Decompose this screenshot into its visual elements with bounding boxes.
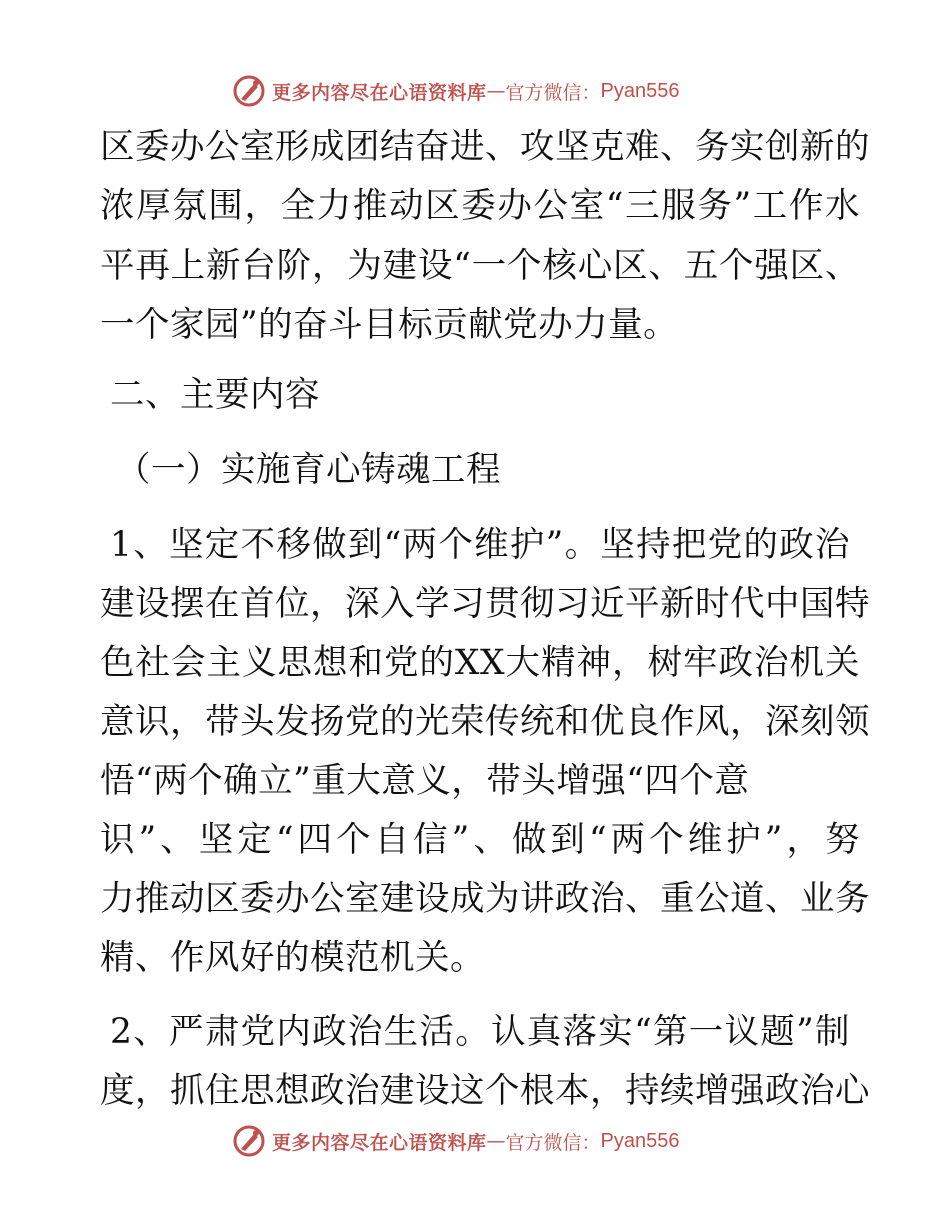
body-line: 平再上新台阶，为建设“一个核心区、五个强区、 <box>100 246 860 286</box>
item1-line: 力推动区委办公室建设成为讲政治、重公道、业务 <box>100 879 870 919</box>
item1-line: 1、坚定不移做到“两个维护”。坚持把党的政治 <box>110 525 850 565</box>
pen-logo-icon <box>232 74 266 108</box>
item1-line: 建设摆在首位，深入学习贯彻习近平新时代中国特 <box>100 584 870 624</box>
footer-watermark <box>232 1121 680 1161</box>
watermark-wechat-id: Pyan556 <box>600 1129 680 1152</box>
section-heading: 二、主要内容 <box>110 375 320 415</box>
item2-line: 度，抓住思想政治建设这个根本，持续增强政治心 <box>100 1071 870 1111</box>
body-line: 浓厚氛围，全力推动区委办公室“三服务”工作水 <box>100 186 860 226</box>
watermark-separator: — <box>486 1130 506 1152</box>
watermark-label: 官方微信： <box>505 81 601 104</box>
pen-logo-icon <box>232 1124 266 1158</box>
watermark-wechat-id: Pyan556 <box>600 79 680 102</box>
subsection-heading: （一）实施育心铸魂工程 <box>116 450 501 490</box>
item1-line: 识”、坚定“四个自信”、做到“两个维护”，努 <box>100 820 860 860</box>
item1-line: 色社会主义思想和党的XX大精神，树牢政治机关 <box>100 643 860 683</box>
item2-line: 2、严肃党内政治生活。认真落实“第一议题”制 <box>110 1012 850 1052</box>
body-line: 区委办公室形成团结奋进、攻坚克难、务实创新的 <box>100 127 870 167</box>
item1-line: 意识，带头发扬党的光荣传统和优良作风，深刻领 <box>100 702 870 742</box>
item1-line: 悟“两个确立”重大意义，带头增强“四个意 <box>100 761 750 801</box>
header-watermark <box>232 71 680 111</box>
watermark-brand-text: 更多内容尽在心语资料库 <box>272 81 487 104</box>
body-line: 一个家园”的奋斗目标贡献党办力量。 <box>100 305 679 345</box>
watermark-separator: — <box>486 80 506 102</box>
item1-line: 精、作风好的模范机关。 <box>100 938 485 978</box>
watermark-label: 官方微信： <box>505 1131 601 1154</box>
watermark-brand-text: 更多内容尽在心语资料库 <box>272 1131 487 1154</box>
